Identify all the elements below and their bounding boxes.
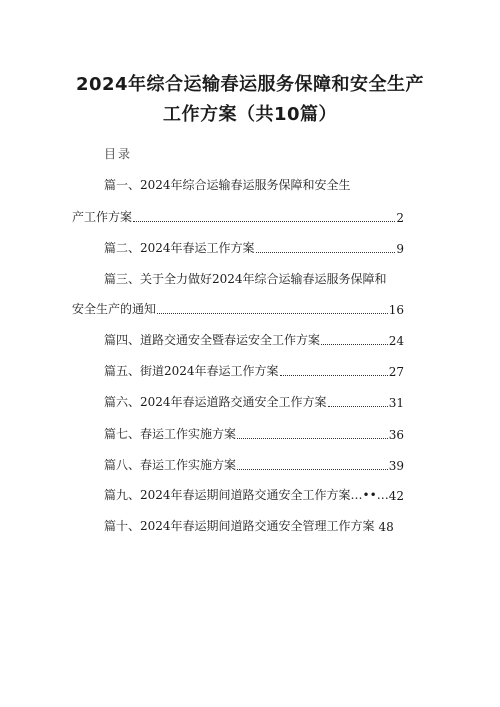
toc-entry-1-line-2 (72, 208, 404, 225)
document-title-line-2: 工作方案（共10篇） (162, 104, 338, 125)
dot-leader (157, 310, 388, 314)
toc-entry-text: 篇六、2024年春运道路交通安全工作方案 (104, 395, 327, 409)
toc-page-number: 31 (388, 396, 404, 410)
toc-entry-text: 产工作方案 (72, 210, 133, 224)
dot-leader (256, 249, 396, 253)
toc-entry-text: 安全生产的通知 (72, 302, 157, 316)
toc-entry-3-line-1 (104, 270, 387, 287)
toc-entry-8 (104, 456, 404, 473)
toc-entry-10 (104, 517, 394, 534)
toc-entry-text: 篇四、道路交通安全暨春运安全工作方案 (104, 333, 321, 347)
toc-entry-text: 篇八、春运工作实施方案 (104, 458, 237, 472)
toc-page-number: 42 (388, 489, 404, 503)
toc-entry-5 (104, 362, 404, 379)
toc-entry-3-line-2 (72, 300, 404, 317)
toc-entry-9 (104, 486, 404, 503)
toc-entry-6 (104, 393, 404, 410)
toc-page-number: 36 (388, 428, 404, 442)
toc-entry-2 (104, 239, 404, 256)
toc-page-number: 9 (396, 242, 404, 256)
toc-page-number: 16 (388, 303, 404, 317)
toc-entry-1-line-1 (104, 176, 351, 193)
toc-page-number: 27 (388, 365, 404, 379)
dot-leader (237, 466, 388, 470)
toc-entry-text: 篇三、关于全力做好2024年综合运输春运服务保障和 (104, 272, 387, 286)
dot-leader (321, 341, 388, 345)
toc-entry-text: 篇七、春运工作实施方案 (104, 427, 237, 441)
toc-entry-4 (104, 331, 404, 348)
toc-entry-text: 篇十、2024年春运期间道路交通安全管理工作方案 (104, 519, 375, 533)
toc-entry-7 (104, 425, 404, 442)
toc-entry-text: 篇二、2024年春运工作方案 (104, 241, 255, 255)
dot-leader (133, 218, 395, 222)
toc-heading: 目录 (104, 147, 133, 161)
dot-leader (237, 435, 388, 439)
toc-page-number: 24 (388, 334, 404, 348)
dot-leader (280, 372, 388, 376)
toc-page-number: 48 (378, 520, 394, 534)
toc-entry-text: 篇五、街道2024年春运工作方案 (104, 364, 279, 378)
toc-page-number: 2 (396, 211, 404, 225)
toc-page-number: 39 (388, 459, 404, 473)
toc-entry-text: 篇一、2024年综合运输春运服务保障和安全生 (104, 178, 351, 192)
toc-entry-text: 篇九、2024年春运期间道路交通安全工作方案…••… (104, 488, 389, 502)
dot-leader (328, 403, 388, 407)
document-title-line-1: 2024年综合运输春运服务保障和安全生产 (75, 74, 425, 95)
